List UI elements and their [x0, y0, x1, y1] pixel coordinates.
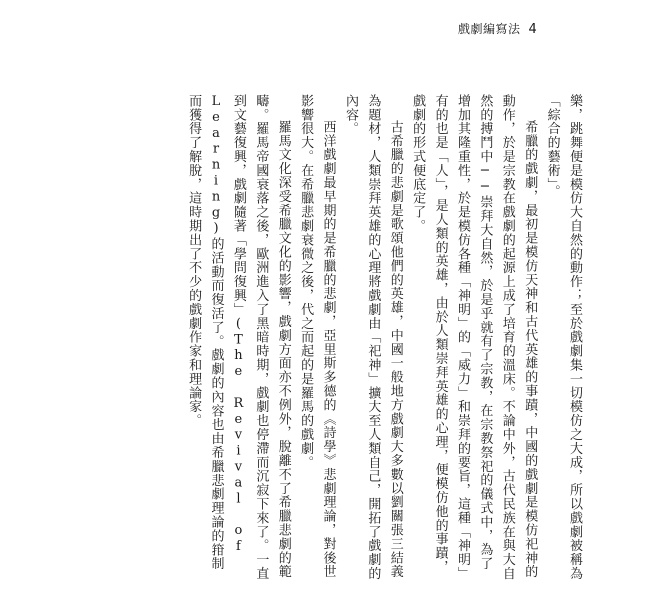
paragraph: 羅馬文化深受希臘文化的影響，戲劇方面亦不例外，脫離不了希臘悲劇的範疇。羅馬帝國衰落之後，歐洲進入了黑暗時期，戲劇也停滯而沉寂下來了。一直到文藝復興，戲劇隨著「學問復興」(The Revival of Learning)的活動而復活了。戲劇的內容也由希臘悲劇理論的箝制而獲得了解脫，這時期出了不少的戲劇作家和理論家。	[186, 94, 291, 581]
vertical-body-text	[186, 94, 585, 582]
running-head	[458, 20, 537, 37]
page-number: 4	[528, 22, 538, 37]
paragraph: 樂，跳舞便是模仿大自然的動作；至於戲劇集一切模仿之大成，所以戲劇被稱為「綜合的藝術」。	[544, 94, 582, 581]
paragraph: 西洋戲劇最早期的是希臘的悲劇，亞里斯多德的《詩學》悲劇理論，對後世影響很大。在希臘悲劇衰微之後，代之而起的是羅馬的戲劇。	[298, 94, 336, 579]
book-title: 戲劇編寫法	[458, 22, 521, 36]
paragraph: 希臘的戲劇，最初是模仿天神和古代英雄的事蹟，中國的戲劇是模仿祀神的動作，於是宗教在戲劇的起源上成了培育的溫床。不論中外，古代民族在與大自然的搏鬥中──崇拜大自然，於是乎就有了宗教，在宗教祭祀的儀式中，為了增加其隆重性，於是模仿各種「神明」的「威力」和崇拜的要旨，這種「神明」有的也是「人」，是人類的英雄，由於人類崇拜英雄的心理，便模仿他的事蹟，戲劇的形式便底定了。	[410, 94, 538, 581]
paragraph: 古希臘的悲劇是歌頌他們的英雄，中國一般地方戲劇大多數以劉關張三結義為題材，人類崇拜英雄的心理將戲劇由「祀神」擴大至人類自己，開拓了戲劇的內容。	[342, 94, 403, 581]
